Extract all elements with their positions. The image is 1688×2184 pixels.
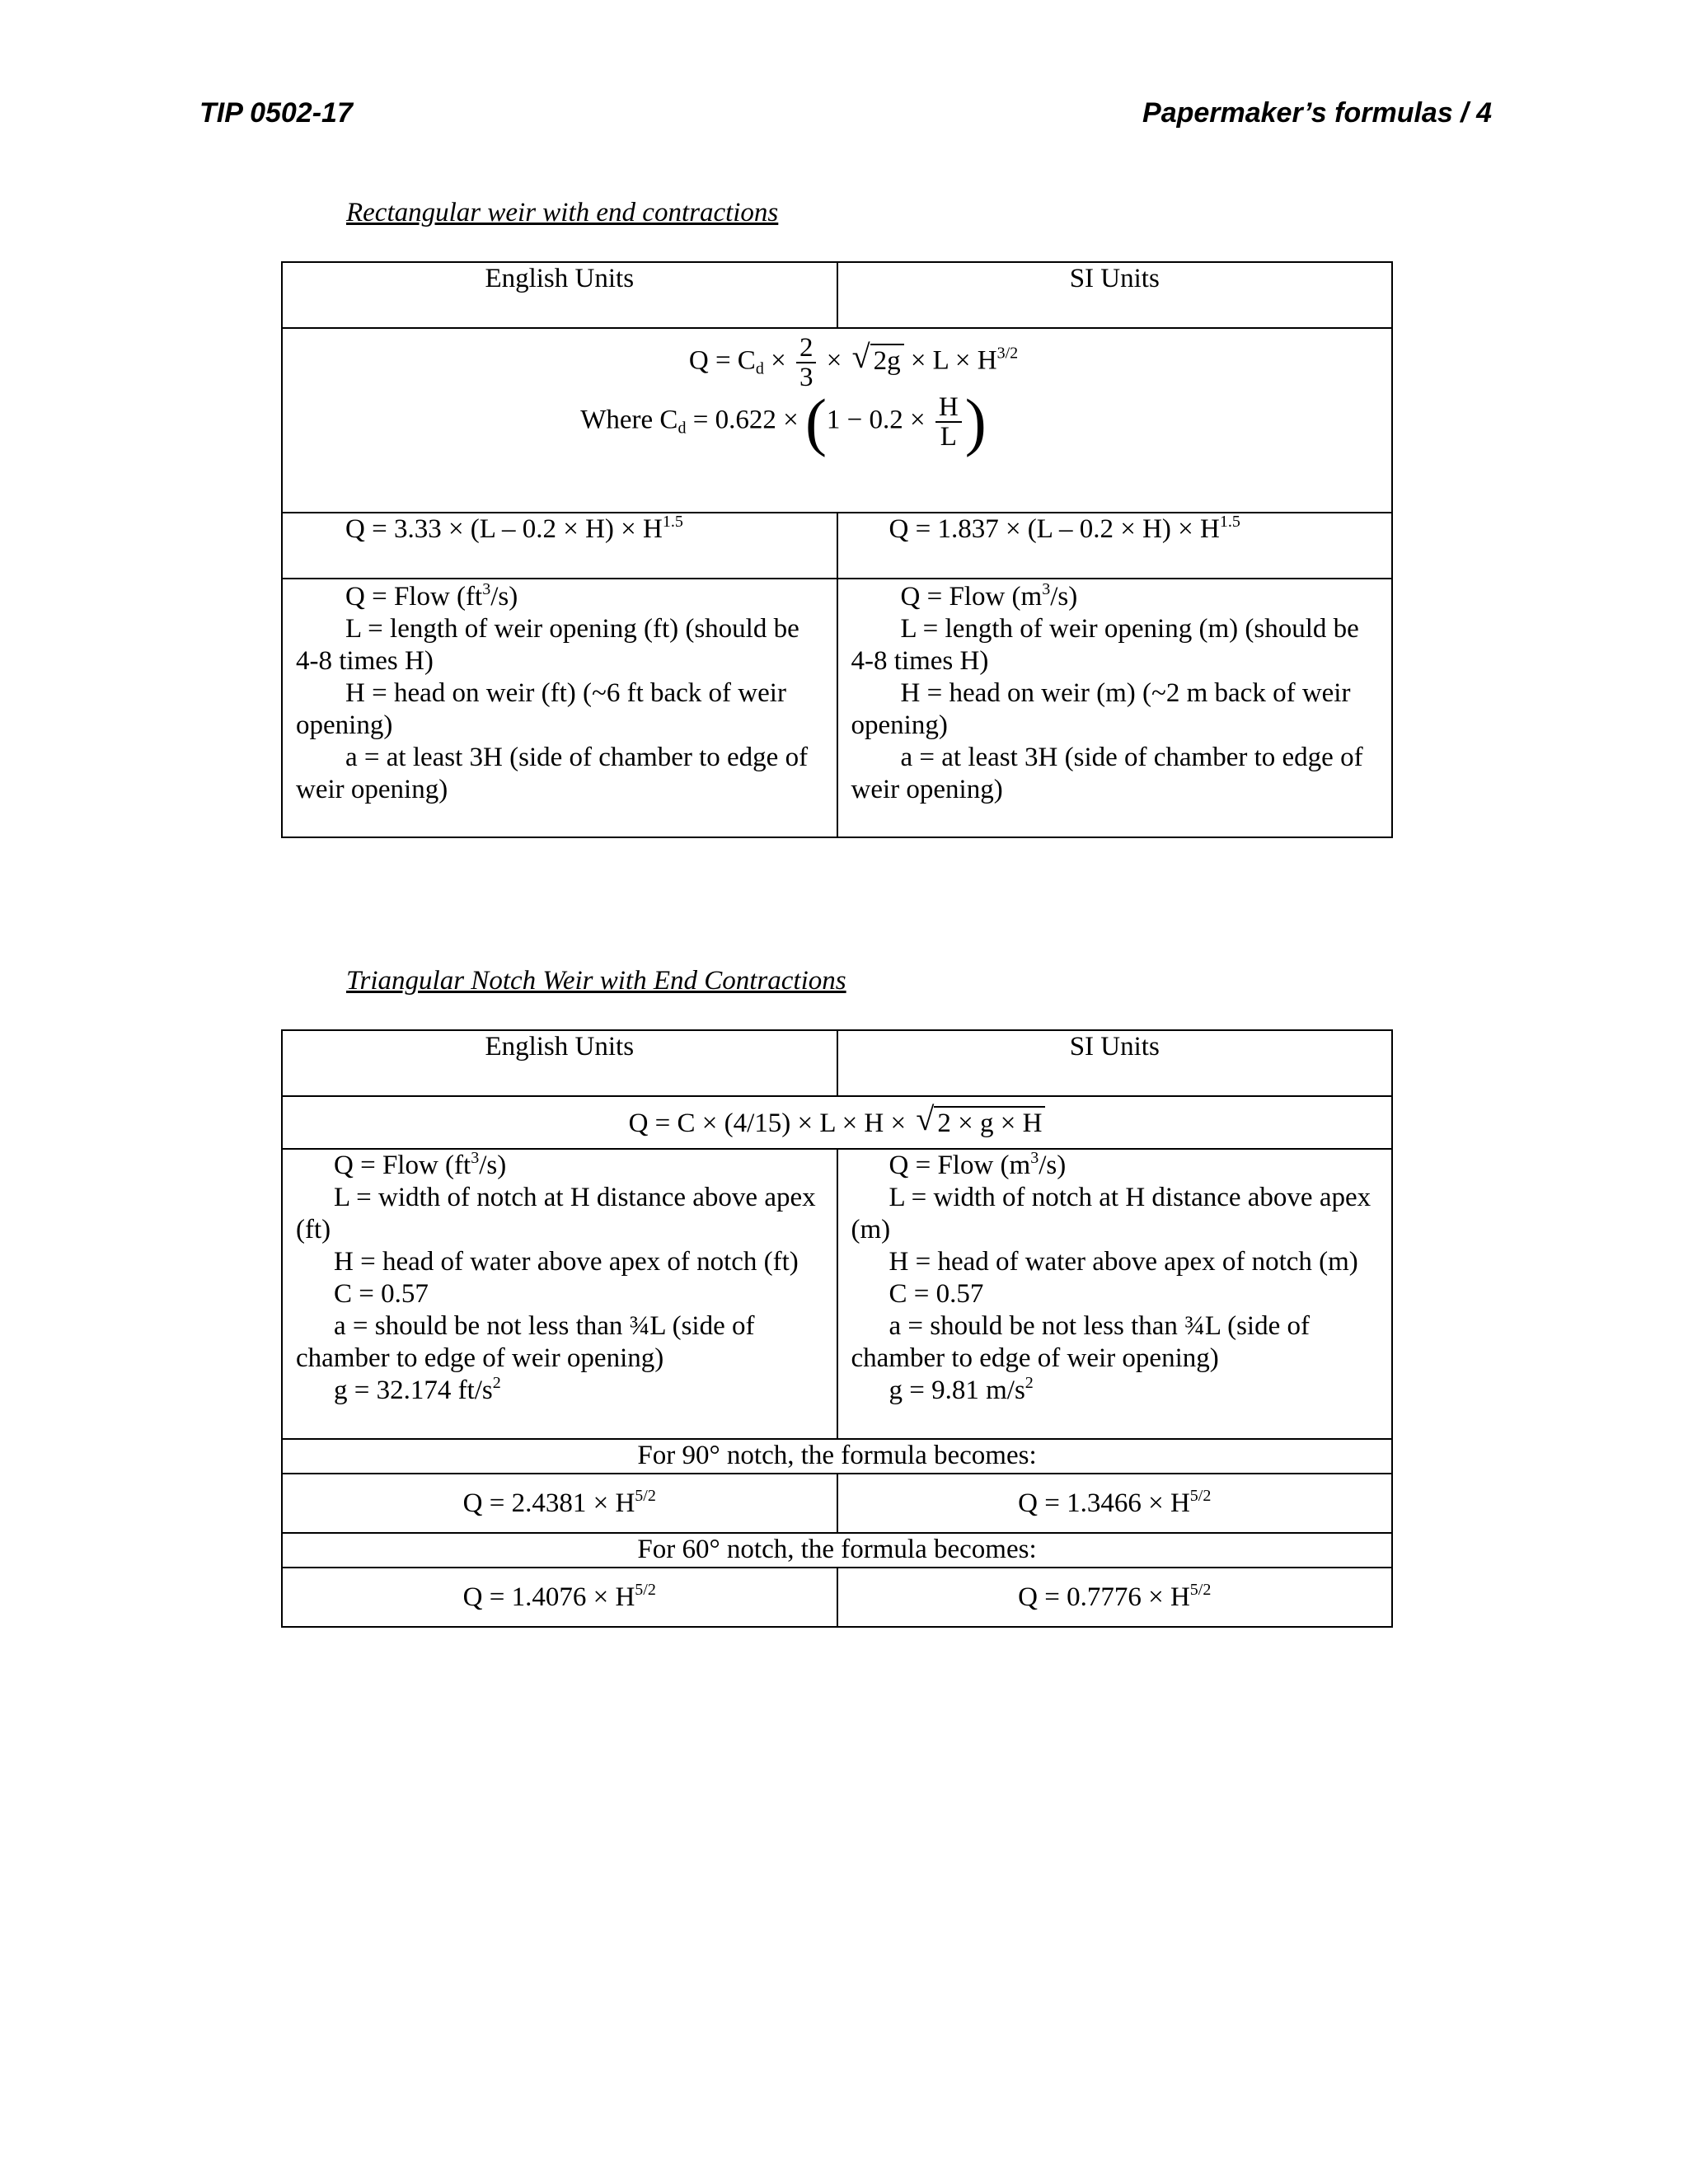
rect-si-formula: $Q = 1.837 \times (L - 0.2 \times H) \times H^{1.5}$: [837, 513, 1393, 579]
rect-si-q: Q = Flow $(m^3/s)$: [900, 580, 1078, 612]
rect-english-formula: $Q = 3.33 \times (L - 0.2 \times H) \times H^{1.5}$: [282, 513, 837, 579]
tri-col-si: [837, 1030, 1393, 1096]
tri-90-si-formula: $Q = 1.3466 \times H^{5/2}$: [837, 1474, 1393, 1533]
tri-eng-h: H = head of water above apex of notch (ft): [334, 1247, 799, 1277]
rect-si-definitions: [837, 579, 1393, 837]
tri-si-c: C = 0.57: [889, 1279, 984, 1309]
rect-cd-formula: Where $C_d = 0.622 \times (1 - 0.2$ × $\frac{H}{L}$ ): [580, 386, 987, 457]
tri-eng-q: Q = Flow $(ft^3/s)$: [334, 1149, 507, 1180]
tri-col-si-label: SI Units: [1069, 1032, 1160, 1062]
sqrt-2g: √ 2g: [852, 344, 904, 377]
fraction-h-over-l: $\frac{H}{L}$: [935, 393, 962, 451]
header-page-title: Papermaker’s formulas / 4: [1142, 97, 1492, 129]
tri-si-a: a = should be not less than ¾L (side of chamber to edge of weir opening): [851, 1311, 1310, 1373]
rect-si-a: a = at least 3H (side of chamber to edge of weir opening): [851, 743, 1363, 804]
tri-eng-c: C = 0.57: [334, 1279, 429, 1309]
tri-60-notch-caption: For 60° notch, the formula becomes:: [282, 1533, 1392, 1568]
rect-si-h: H = head on weir (m) (~2 m back of weir opening): [851, 678, 1351, 740]
rect-eng-a: a = at least 3H (side of chamber to edge of weir opening): [296, 743, 809, 804]
tri-eng-g: g = 32.174 $ft/s^2$: [334, 1374, 501, 1405]
rect-eng-q: Q = Flow $(ft^3/s)$: [345, 580, 518, 612]
rect-section-title: Rectangular weir with end contractions: [346, 198, 779, 227]
rect-si-l: L = length of weir opening (m) (should be 4-8 times H): [851, 614, 1359, 676]
rect-eng-l: L = length of weir opening (ft) (should be 4-8 times H): [296, 614, 799, 676]
tri-60-english-formula: $Q = 1.4076 \times H^{5/2}$: [282, 1568, 837, 1627]
tri-90-english-formula: $Q = 2.4381 \times H^{5/2}$: [282, 1474, 837, 1533]
header-doc-id: TIP 0502-17: [199, 97, 353, 129]
tri-si-g: g = 9.81 $m/s^2$: [889, 1374, 1034, 1405]
tri-90-notch-caption: For 90° notch, the formula becomes:: [282, 1439, 1392, 1474]
tri-si-q: Q = Flow $(m^3/s)$: [889, 1149, 1067, 1180]
tri-eng-a: a = should be not less than ¾L (side of chamber to edge of weir opening): [296, 1311, 755, 1373]
tri-col-english-label: English Units: [485, 1032, 635, 1062]
fraction-two-thirds: $\frac{2}{3}$: [796, 334, 817, 391]
tri-eng-l: L = width of notch at H distance above apex (ft): [296, 1183, 816, 1244]
tri-si-l: L = width of notch at H distance above apex (m): [851, 1183, 1372, 1244]
tri-col-english: [282, 1030, 837, 1096]
tri-si-definitions: [837, 1149, 1393, 1439]
tri-60-si-formula: $Q = 0.7776 \times H^{5/2}$: [837, 1568, 1393, 1627]
tri-si-h: H = head of water above apex of notch (m): [889, 1247, 1358, 1277]
rect-q-formula: $Q = C_d$ × $\frac{2}{3}$ × √ $2g \times L \times H^{3/2}$: [688, 333, 1019, 392]
rect-eng-h: H = head on weir (ft) (~6 ft back of weir opening): [296, 678, 786, 740]
tri-general-formula: Q = C × (4/15) × L × H × √ 2 × g × H: [282, 1096, 1392, 1149]
rect-col-si-label: SI Units: [1069, 264, 1160, 293]
rect-english-definitions: [282, 579, 837, 837]
sqrt-2gh: √ 2 × g × H: [916, 1106, 1045, 1140]
rect-col-english-label: English Units: [485, 264, 635, 293]
rect-general-formula: [282, 328, 1392, 513]
tri-weir-table: [281, 1029, 1393, 1628]
tri-section-title: Triangular Notch Weir with End Contractions: [346, 966, 846, 996]
tri-english-definitions: [282, 1149, 837, 1439]
rect-col-si: [837, 262, 1393, 328]
rect-weir-table: [281, 261, 1393, 838]
rect-col-english: [282, 262, 837, 328]
